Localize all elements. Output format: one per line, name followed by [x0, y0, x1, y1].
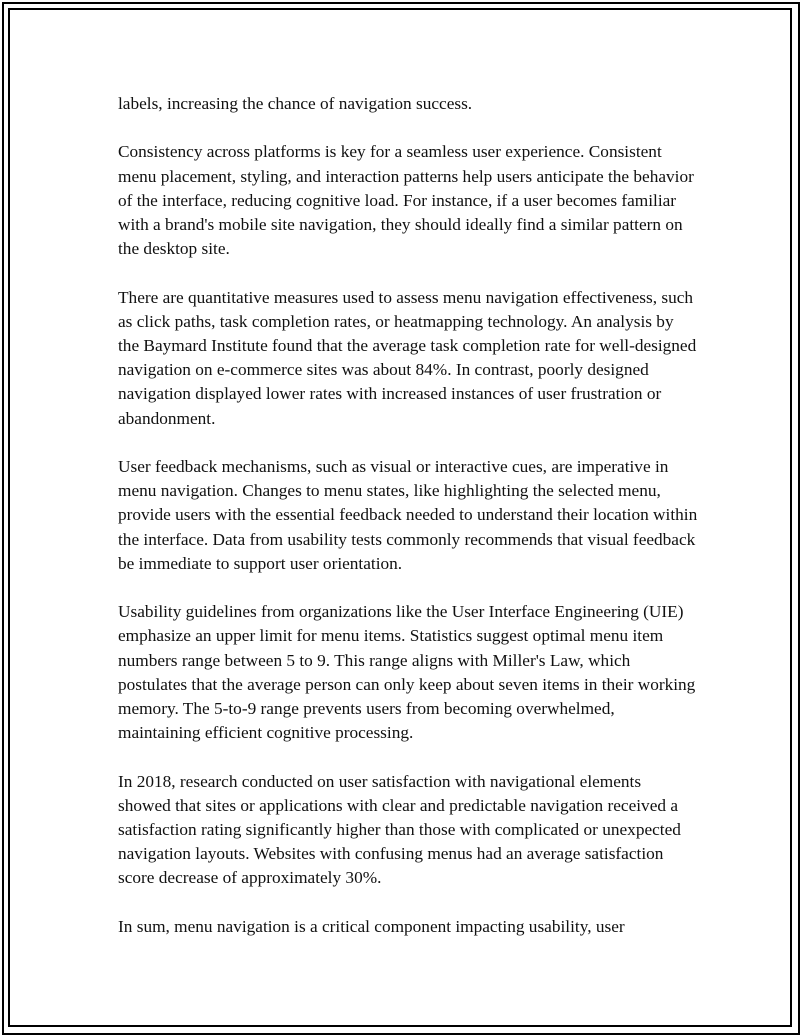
paragraph-consistency: Consistency across platforms is key for a seamless user experience. Consistent menu placement, styling, and interaction patterns help users anticipate the behavior of the interface, reducing cognitive load. For instance, if a user becomes familiar with a brand's mobile site navigation, they should ideally find a similar pattern on the desktop site.: [118, 142, 694, 259]
paragraph-continuation: labels, increasing the chance of navigation success.: [118, 94, 473, 113]
paragraph-quantitative-measures: There are quantitative measures used to assess menu navigation effectiveness, such as click paths, task completion rates, or heatmapping technology. An analysis by the Baymard Institute found that the average task completion rate for well-designed navigation on e-commerce sites was about 84%. In contrast, poorly designed navigation displayed lower rates with increased instances of user frustration or abandonment.: [118, 287, 697, 428]
document-body: [118, 92, 698, 963]
paragraph-summary: In sum, menu navigation is a critical component impacting usability, user: [118, 916, 625, 936]
paragraph-satisfaction-research: In 2018, research conducted on user satisfaction with navigational elements showed that sites or applications with clear and predictable navigation received a satisfaction rating significantly higher than those with complicated or unexpected navigation layouts. Websites with confusing menus had an average satisfaction score decrease of approximately 30%.: [118, 771, 681, 888]
paragraph-usability-guidelines: Usability guidelines from organizations like the User Interface Engineering (UIE) emphasize an upper limit for menu items. Statistics suggest optimal menu item numbers range between 5 to 9. This range aligns with Miller's Law, which postulates that the average person can only keep about seven items in their working memory. The 5-to-9 range prevents users from becoming overwhelmed, maintaining efficient cognitive processing.: [118, 602, 696, 743]
paragraph-user-feedback: User feedback mechanisms, such as visual or interactive cues, are imperative in menu navigation. Changes to menu states, like highlighting the selected menu, provide users with the essential feedback needed to understand their location within the interface. Data from usability tests commonly recommends that visual feedback be immediate to support user orientation.: [118, 457, 698, 573]
